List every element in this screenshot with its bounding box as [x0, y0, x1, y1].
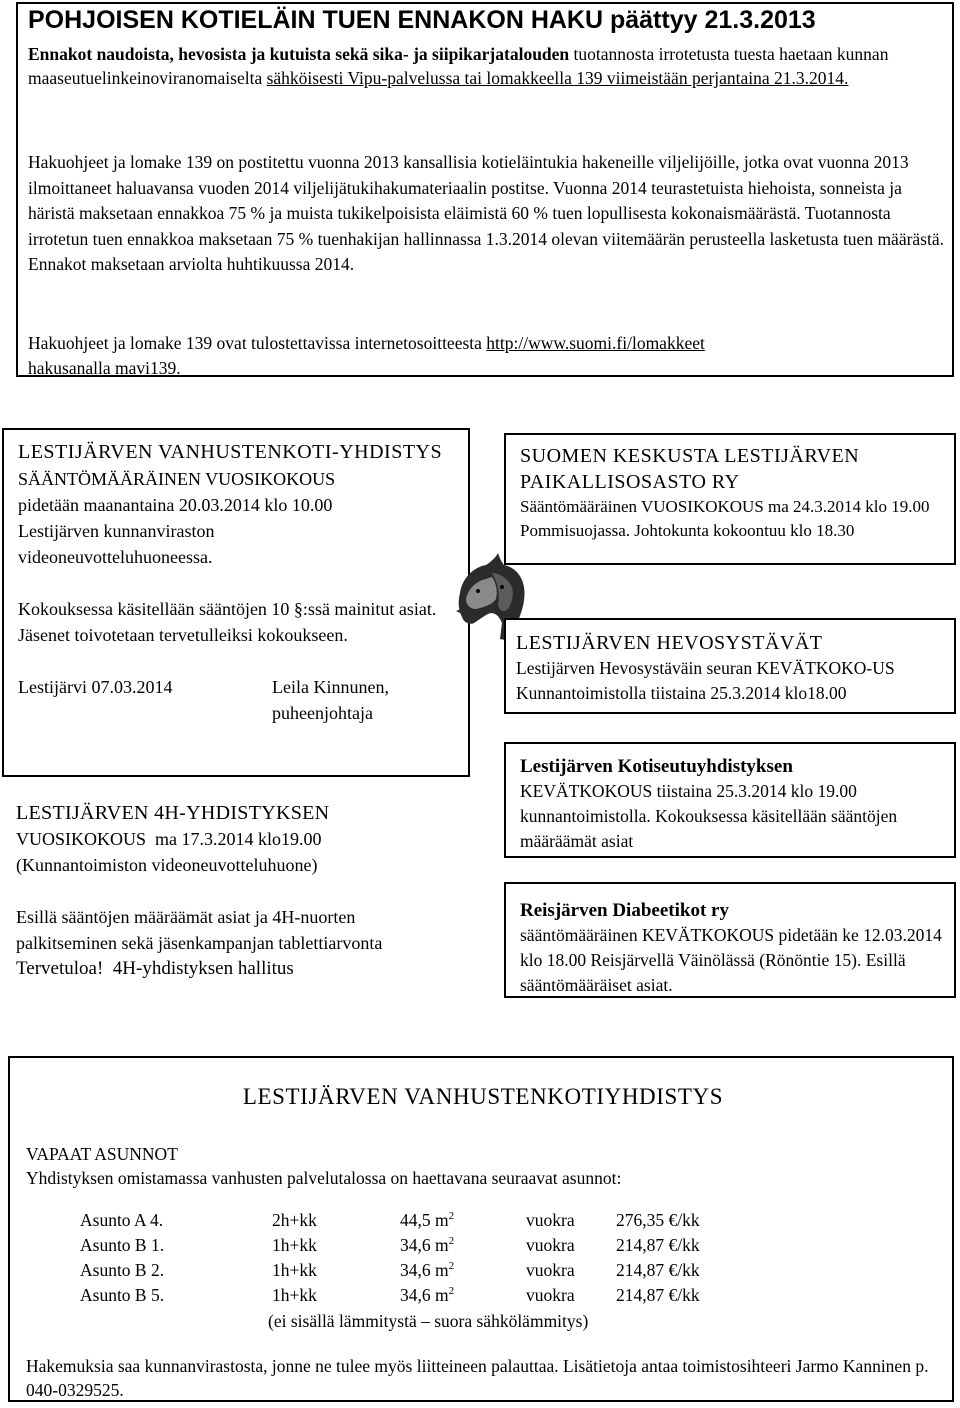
4h-location: (Kunnantoimiston videoneuvotteluhuone) [16, 855, 318, 875]
notice-lead-text: tuotannosta irrotetusta tuesta haetaan kunnan maaseutuelinkeinoviranomaiselta [28, 44, 889, 88]
notice-web-info [28, 331, 948, 381]
diabeetikot-title: Reisjärven Diabeetikot ry [520, 900, 729, 921]
apartments-subtitle: VAPAAT ASUNNOT [26, 1144, 178, 1164]
place-date: Lestijärvi 07.03.2014 [18, 677, 173, 697]
apartment-type: 2h+kk [272, 1210, 317, 1230]
4h-meeting-notice [16, 800, 446, 982]
apartment-type: 1h+kk [272, 1235, 317, 1255]
hevosystavat-notice [504, 618, 956, 714]
diabeetikot-notice [504, 882, 956, 998]
apartment-rent-label: vuokra [526, 1260, 575, 1280]
apartment-area: 34,6 $m^2$ [400, 1235, 455, 1255]
apartment-name: Asunto B 2. [80, 1260, 165, 1280]
meeting-line: pidetään maanantaina 20.03.2014 klo 10.00 [18, 495, 333, 515]
apartment-name: Asunto B 5. [80, 1285, 165, 1305]
apartment-rent-label: vuokra [526, 1235, 575, 1255]
notice-lead-bold: Ennakot naudoista, hevosista ja kutuista sekä sika- ja siipikarjatalouden [28, 44, 570, 64]
apartments-notice [8, 1056, 954, 1402]
apartment-rent: 214,87 €/kk [616, 1235, 700, 1255]
vanhustenkoti-meeting-notice [2, 428, 470, 777]
diabeetikot-text: sääntömääräinen KEVÄTKOKOUS pidetään ke 12.03.2014 klo 18.00 Reisjärvellä Väinölässä (Rönöntie 15). Esillä sääntömääräiset asiat. [520, 925, 942, 995]
vanhustenkoti-heading: LESTIJÄRVEN VANHUSTENKOTI-YHDISTYS [18, 441, 443, 463]
apartment-area: 34,6 $m^2$ [400, 1285, 455, 1305]
meeting-line: videoneuvotteluhuoneessa. [18, 547, 213, 567]
apartment-area: 44,5 $m^2$ [400, 1210, 455, 1230]
apartment-name: Asunto A 4. [80, 1210, 164, 1230]
apartment-rent-label: vuokra [526, 1285, 575, 1305]
meeting-line: Lestijärven kunnanviraston [18, 521, 215, 541]
apartment-area: 34,6 $m^2$ [400, 1260, 455, 1280]
apartment-name: Asunto B 1. [80, 1235, 165, 1255]
notice-web-text: Hakuohjeet ja lomake 139 ovat tulostettavissa internetosoitteesta [28, 333, 487, 353]
farm-subsidy-notice [16, 2, 954, 377]
apartments-title: LESTIJÄRVEN VANHUSTENKOTIYHDISTYS [242, 1084, 724, 1109]
hevosystavat-text: Lestijärven Hevosystäväin seuran KEVÄTKOKO-US Kunnantoimistolla tiistaina 25.3.2014 klo18.00 [516, 658, 895, 703]
meeting-agenda: Kokouksessa käsitellään sääntöjen 10 §:ssä mainitut asiat. Jäsenet toivotetaan tervetulleiksi kokoukseen. [18, 599, 437, 645]
meeting-line: SÄÄNTÖMÄÄRÄINEN VUOSIKOKOUS [18, 469, 336, 489]
apartments-heating-note: (ei sisällä lämmitystä – suora sähkölämmitys) [268, 1311, 589, 1331]
keskusta-title-line1: SUOMEN KESKUSTA LESTIJÄRVEN [520, 445, 860, 467]
notice-lead-underlined: sähköisesti Vipu-palvelussa tai lomakkeella 139 viimeistään perjantaina 21.3.2014. [266, 68, 849, 88]
keskusta-title-line2: PAIKALLISOSASTO RY [520, 471, 740, 493]
4h-date-line: VUOSIKOKOUS ma 17.3.2014 klo19.00 [16, 829, 322, 849]
apartment-type: 1h+kk [272, 1260, 317, 1280]
keskusta-meeting-notice [504, 433, 956, 565]
keskusta-text: Sääntömääräinen VUOSIKOKOUS ma 24.3.2014 klo 19.00 Pommisuojassa. Johtokunta kokoontuu klo 18.30 [520, 497, 930, 540]
apartments-footer: Hakemuksia saa kunnanvirastosta, jonne ne tulee myös liitteineen palauttaa. Lisätietoja antaa toimistosihteeri Jarmo Kanninen p. 040-0329525. [26, 1356, 929, 1400]
signer-name: Leila Kinnunen, [272, 677, 389, 697]
apartment-rent-label: vuokra [526, 1210, 575, 1230]
kotiseutu-notice [504, 742, 956, 858]
apartment-rent: 276,35 €/kk [616, 1210, 700, 1230]
4h-agenda: Esillä sääntöjen määräämät asiat ja 4H-nuorten palkitseminen sekä jäsenkampanjan tablettiarvonta [16, 907, 383, 953]
lomakkeet-link[interactable]: http://www.suomi.fi/lomakkeet [486, 333, 705, 353]
apartment-rent: 214,87 €/kk [616, 1285, 700, 1305]
apartment-rent: 214,87 €/kk [616, 1260, 700, 1280]
apartments-intro: Yhdistyksen omistamassa vanhusten palvelutalossa on haettavana seuraavat asunnot: [26, 1168, 622, 1188]
kotiseutu-title: Lestijärven Kotiseutuyhdistyksen [520, 756, 793, 777]
notice-lead [28, 42, 948, 90]
apartment-type: 1h+kk [272, 1285, 317, 1305]
notice-body: Hakuohjeet ja lomake 139 on postitettu vuonna 2013 kansallisia kotieläintukia hakeneille viljelijöille, jotka ovat vuonna 2013 ilmoittaneet haluavansa vuoden 2014 viljelijätukihakumateriaalin postitse. Vuonna 2014 teurastetuista hiehoista, sonneista ja häristä maksetaan ennakkoa 75 % ja muista tukikelpoisista eläimistä 60 % tuen lopullisesta kokonaismäärästä. Tuotannosta irrotetun tuen ennakkoa maksetaan 75 % tuenhakijan hallinnassa 1.3.2014 olevan viitemäärän perusteella lasketusta tuen määrästä. Ennakot maksetaan arviolta huhtikuussa 2014. [28, 152, 944, 274]
hevosystavat-title: LESTIJÄRVEN HEVOSYSTÄVÄT [516, 632, 823, 654]
kotiseutu-text: KEVÄTKOKOUS tiistaina 25.3.2014 klo 19.00 kunnantoimistolla. Kokouksessa käsitellään sääntöjen määräämät asiat [520, 781, 898, 851]
4h-title: LESTIJÄRVEN 4H-YHDISTYKSEN [16, 802, 330, 824]
notice-web-suffix: hakusanalla mavi139. [28, 358, 181, 378]
4h-closing: Tervetuloa! 4H-yhdistyksen hallitus [16, 958, 294, 979]
notice-title: POHJOISEN KOTIELÄIN TUEN ENNAKON HAKU päättyy 21.3.2013 [28, 6, 816, 34]
signer-role: puheenjohtaja [272, 703, 373, 723]
